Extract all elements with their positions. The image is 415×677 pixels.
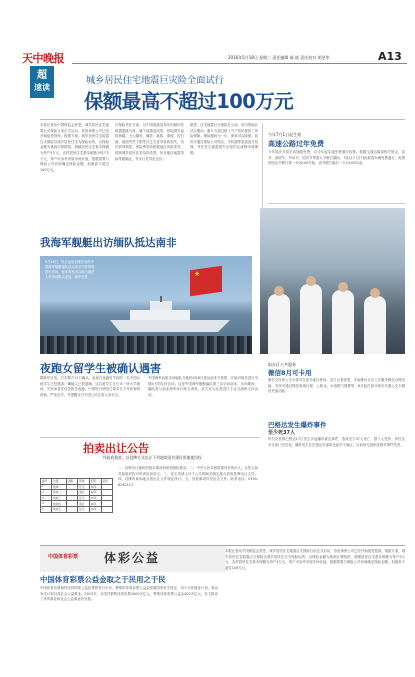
dock-crowd — [40, 336, 252, 354]
notice-title: 拍卖出让公告 — [83, 442, 149, 455]
brief2-body: 微信支付和公交卡将可在更多地区使用。近日记者获悉，多地推出社区公共服务微信办理功能，市民可通过微信查询社保、公积金、水电燃气缴费等，8月起在部分城市开通公交卡微信充值功能。 — [268, 378, 405, 394]
brief2-kicker: 取社区公共服务 — [268, 362, 296, 367]
notice-subtitle: 经政府批准，以挂牌方式出让下列地块国有建设用地使用权 — [103, 455, 202, 460]
sailors-photo — [260, 208, 405, 354]
table-cell: 70年 — [89, 484, 101, 490]
lottery-column-title: 体彩公益 — [104, 551, 161, 565]
table-cell: 商业 — [78, 490, 89, 496]
headline-rule — [40, 119, 405, 120]
table-cell: 5 — [41, 506, 52, 512]
masthead-logo — [22, 50, 66, 66]
sailor-head — [338, 282, 348, 292]
table-cell: 起价 — [101, 479, 112, 485]
lottery-title: 中国体育彩票公益金取之于民用之于民 — [40, 575, 166, 584]
header-rule — [72, 63, 407, 64]
student-story-title: 夜跑女留学生被确认遇害 — [40, 362, 161, 375]
student-body-col1: 据新华社电，日本警方17日确认，此前在夜跑时失踪的一名中国女留学生已经遇害，嫌疑人已被逮捕。这名留学生在日本一所大学就读，失踪前曾在住处附近夜跑。中国驻日使馆已要求日方尽快查明真相，严惩凶手，并提醒在日中国公民注意人身安全。 — [40, 376, 140, 397]
table-cell: 商业 — [78, 501, 89, 507]
sailor-head — [306, 276, 316, 286]
section-label-line2: 速读 — [34, 83, 50, 92]
table-cell: 地块四 — [52, 501, 67, 507]
table-cell: 40年 — [89, 501, 101, 507]
sailor-figure — [300, 284, 322, 354]
table-cell: 住宅 — [78, 506, 89, 512]
table-cell: 位置 — [52, 479, 67, 485]
table-cell: 地块二 — [52, 490, 67, 496]
section-label — [30, 66, 54, 98]
lottery-body-col2: 本报记者从中国保监会获悉，城乡居民住宅地震巨灾保险日前正式启动，首批承保公司已经开始接受投保。根据方案，城乡居民住宅地震巨灾保险以城乡居民住宅为保险标的，以保险金额为基础计算赔偿，城镇居民住宅基本保额为每户5万元，农村居民住宅基本保额为每户2万元，每户可参考房屋市场价值，根据需要与保险公司协商确定保险金额，但最高不超过100万元。 — [225, 549, 405, 570]
sailor-head — [274, 286, 284, 296]
table-cell: 地块一 — [52, 484, 67, 490]
sailor-head — [370, 288, 380, 298]
student-body-col2: 中国海军远航访问编队当地时间16日抵达南非开普敦，开始对南非进行为期5天的友好访问。这是中国海军舰艇编队第三次访问南非。访问期间，编队将与南非海军举行联合训练，双方官兵还将进行专业交流和文体活动。 — [148, 376, 258, 397]
table-row — [41, 506, 113, 512]
lead-headline: 保额最高不超过100万元 — [84, 90, 294, 113]
lead-kicker: 城乡居民住宅地震巨灾险全面试行 — [86, 75, 224, 86]
table-cell: 70年 — [89, 506, 101, 512]
flag-star-icon: ★ — [194, 270, 201, 278]
navy-photo-caption: 5月16日，执行远航训练任务的中国海军舰艇编队抵达南非开普敦港进行访问。南非海军官兵和当地华人华侨到码头迎接。新华社发 — [45, 260, 95, 279]
section-label-line1: 超 — [37, 70, 47, 81]
table-cell — [67, 506, 78, 512]
lottery-body-col1: 中国体育彩票始终坚持国家公益彩票的发行宗旨，筹集的体育彩票公益金按照国家有关规定，用于全民健身计划、奥运争光计划以及社会公益事业。2015年，全国共销售体育彩票1600多亿元，筹集体育彩票公益金400多亿元，有力推动了体育事业和社会公益事业的发展。 — [40, 586, 218, 602]
lead-body-col3: 据悉，住宅地震巨灾保险在云南、四川等地区试点期间，累计为超过数十万户居民提供了风险保障。保险期间为一年，保单可以续保。居民可通过保险公司网点、手机端等渠道进行投保，并在发生地震损失后按约定流程申请理赔。 — [190, 123, 258, 155]
brand-name: 天中晚报 — [22, 52, 64, 65]
brief3-title: 巴格达发生爆炸事件 — [268, 421, 327, 429]
table-cell: 40年 — [89, 490, 101, 496]
lead-body-col1: 本报记者从中国保监会获悉，城乡居民住宅地震巨灾保险日前正式启动，首批承保公司已经开始接受投保。根据方案，城乡居民住宅地震巨灾保险以城乡居民住宅为保险标的，以保险金额为基础计算赔偿，城镇居民住宅基本保额为每户5万元，农村居民住宅基本保额为每户2万元，每户可参考房屋市场价值，根据需要与保险公司协商确定保险金额，但最高不超过100万元。 — [40, 123, 109, 172]
table-cell: 3 — [41, 495, 52, 501]
notice-body: 一、挂牌出让地块的基本情况和规划指标要求。二、中华人民共和国境内外的法人、自然人和其他组织均可申请参加竞买。三、竞买申请人可于公告期间到指定地点获取挂牌出让文件。四、挂牌时间和地点按出让文件规定执行。五、其他事项详见出让文件。联系电话：0394-8262112 — [118, 466, 258, 487]
brief-divider — [268, 203, 405, 204]
table-cell: 2 — [41, 490, 52, 496]
sailor-figure — [268, 294, 290, 354]
lottery-brand: 中国体育彩票 — [48, 554, 79, 560]
table-cell: 地块五 — [52, 506, 67, 512]
brief1-title: 高速公路过年免费 — [268, 140, 324, 148]
sailor-figure — [364, 296, 386, 354]
table-cell: 4 — [41, 501, 52, 507]
table-cell: 地块三 — [52, 495, 67, 501]
navy-story-title: 我海军舰艇出访缅队抵达南非 — [40, 237, 177, 249]
brief3-subtitle: 至少死37人 — [268, 430, 295, 436]
table-cell: 住宅 — [78, 495, 89, 501]
sailor-figure — [332, 290, 354, 354]
table-cell: 用途 — [78, 479, 89, 485]
table-cell — [101, 506, 112, 512]
ship-illustration — [110, 296, 230, 332]
brief1-body: 今年国庆节前后高速路免费，自今年起实施免费通行政策。根据交通运输部相关规定，春节、清明节、劳动节、国庆节等重大节假日期间，7座以下(含7座)载客车辆免费通行，免费时段从节假日第一天00:00开始，到节假日最后一天24:00结束。 — [268, 150, 405, 166]
page-number: A13 — [378, 50, 402, 63]
notice-top-rule — [40, 437, 260, 438]
dateline: 2016年5月18日 星期三 责任编辑 郝 斌 责任校对 胡芝华 — [228, 55, 330, 60]
brief1-kicker: 今年7月1日起生效 — [268, 132, 302, 137]
brief3-body: 伊拉克首都巴格达17日发生多起爆炸袭击事件，造成至少37人死亡、数十人受伤。伊拉克安全部门官员说，爆炸发生在巴格达东部和北部多个地区。目前尚无组织宣称对事件负责。 — [268, 437, 405, 447]
table-cell: 住宅 — [78, 484, 89, 490]
notice-table — [40, 478, 113, 513]
table-cell: 编号 — [41, 479, 52, 485]
brief2-title: 微信8月可卡用 — [268, 369, 312, 377]
table-cell: 年限 — [89, 479, 101, 485]
lead-body-col2: 在保险责任方面，以中国地震局发布的破坏性地震震级为准，属于地震造成的，因地震引起的海啸、火山爆发、爆炸、地陷、滑坡、泥石流、地面突然下陷等次生灾害导致的损失，均可获得赔偿。保险费率将根据地区风险差异，按照城乡居民住宅结构类型、所在地区地震风险等级确定，并实行差异化定价。 — [115, 123, 184, 161]
table-cell: 1 — [41, 484, 52, 490]
table-cell: 面积 — [67, 479, 78, 485]
table-cell: 70年 — [89, 495, 101, 501]
